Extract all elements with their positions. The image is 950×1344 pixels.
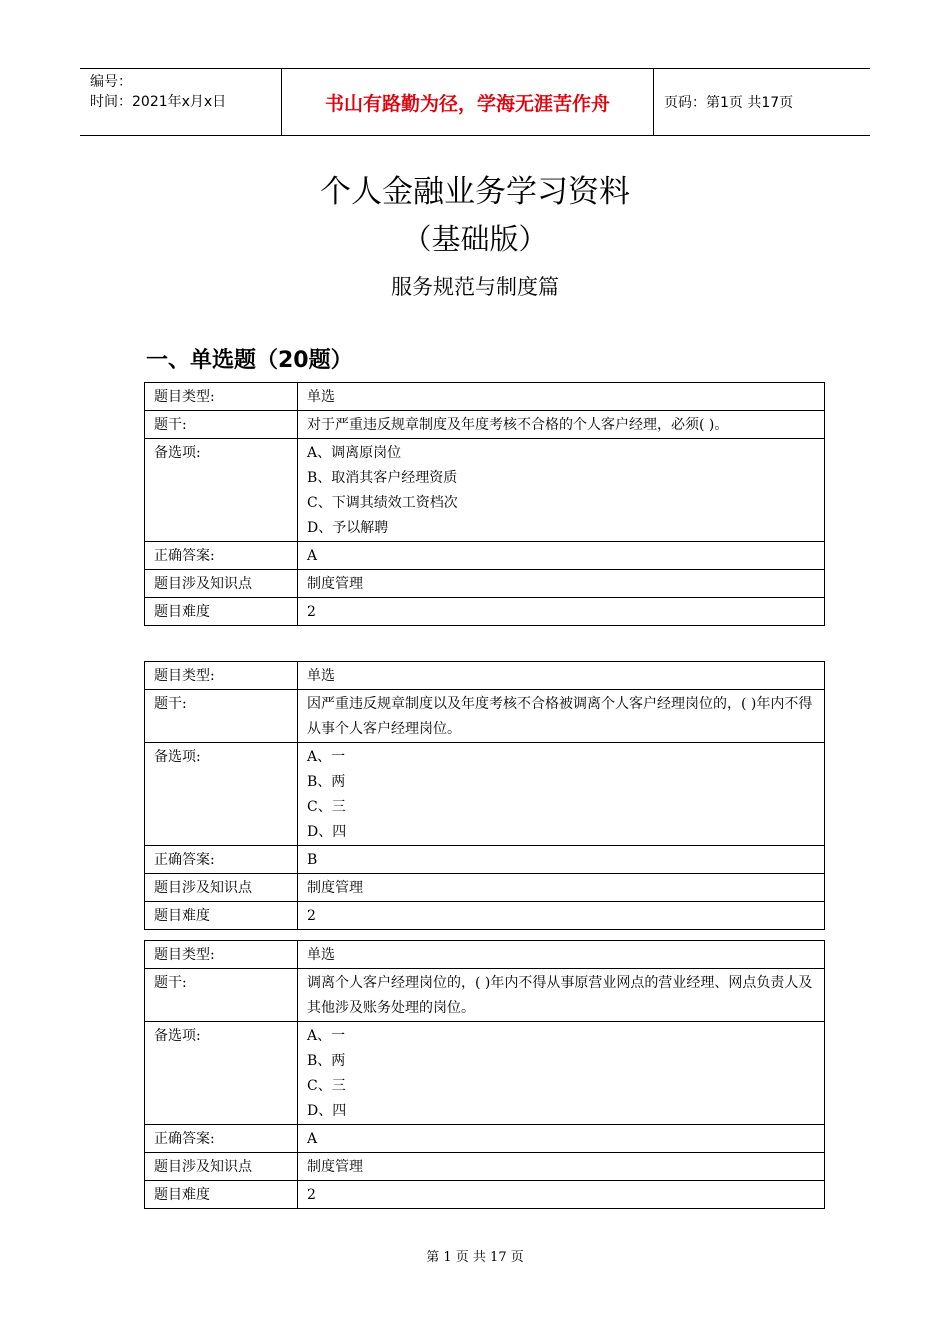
document-number-label: 编号：: [90, 74, 132, 90]
knowledge-label: 题目涉及知识点: [145, 570, 298, 598]
question-options-row: [145, 439, 825, 542]
type-value: 单选: [298, 662, 825, 690]
knowledge-label: 题目涉及知识点: [145, 1153, 298, 1181]
answer-value: B: [298, 846, 825, 874]
difficulty-label: 题目难度: [145, 598, 298, 626]
question-options-row: [145, 1022, 825, 1125]
stem-label: 题干:: [145, 411, 298, 439]
document-time-label: 时间：2021年x月x日: [90, 94, 227, 110]
question-answer-row: [145, 542, 825, 570]
type-value: 单选: [298, 383, 825, 411]
options-list: [298, 743, 825, 846]
question-difficulty-row: [145, 902, 825, 930]
stem-label: 题干:: [145, 969, 298, 1022]
option-item: D、四: [307, 1103, 347, 1119]
knowledge-value: 制度管理: [298, 570, 825, 598]
option-item: D、四: [307, 824, 347, 840]
stem-value: 对于严重违反规章制度及年度考核不合格的个人客户经理，必须( )。: [298, 411, 825, 439]
question-options-row: [145, 743, 825, 846]
option-item: A、一: [307, 749, 346, 765]
answer-label: 正确答案:: [145, 846, 298, 874]
option-item: B、两: [307, 1053, 346, 1069]
answer-value: A: [298, 542, 825, 570]
options-list: [298, 1022, 825, 1125]
options-label: 备选项:: [145, 743, 298, 846]
type-label: 题目类型:: [145, 383, 298, 411]
question-stem-row: [145, 411, 825, 439]
option-item: A、一: [307, 1028, 346, 1044]
difficulty-value: 2: [298, 1181, 825, 1209]
header-meta: [80, 69, 281, 135]
stem-value: 调离个人客户经理岗位的，( )年内不得从事原营业网点的营业经理、网点负责人及其他涉及账务处理的岗位。: [298, 969, 825, 1022]
document-subtitle: （基础版）: [402, 222, 548, 256]
page-header: [80, 68, 870, 136]
knowledge-value: 制度管理: [298, 1153, 825, 1181]
difficulty-label: 题目难度: [145, 1181, 298, 1209]
question-knowledge-row: [145, 1153, 825, 1181]
option-item: A、调离原岗位: [307, 445, 402, 461]
option-item: C、三: [307, 1078, 346, 1094]
question-table: [144, 940, 825, 1209]
answer-label: 正确答案:: [145, 542, 298, 570]
stem-label: 题干:: [145, 690, 298, 743]
option-item: B、两: [307, 774, 346, 790]
options-label: 备选项:: [145, 439, 298, 542]
type-label: 题目类型:: [145, 941, 298, 969]
knowledge-label: 题目涉及知识点: [145, 874, 298, 902]
question-knowledge-row: [145, 570, 825, 598]
section-heading: 一、单选题（20题）: [146, 348, 353, 373]
stem-value: 因严重违反规章制度以及年度考核不合格被调离个人客户经理岗位的，( )年内不得从事个人客户经理岗位。: [298, 690, 825, 743]
question-type-row: [145, 383, 825, 411]
knowledge-value: 制度管理: [298, 874, 825, 902]
question-difficulty-row: [145, 598, 825, 626]
difficulty-value: 2: [298, 598, 825, 626]
options-list: [298, 439, 825, 542]
answer-value: A: [298, 1125, 825, 1153]
header-motto: 书山有路勤为径，学海无涯苦作舟: [281, 69, 654, 135]
page-footer: 第 1 页 共 17 页: [426, 1250, 524, 1265]
question-answer-row: [145, 1125, 825, 1153]
type-label: 题目类型:: [145, 662, 298, 690]
options-label: 备选项:: [145, 1022, 298, 1125]
question-difficulty-row: [145, 1181, 825, 1209]
question-type-row: [145, 941, 825, 969]
question-table: [144, 382, 825, 626]
question-knowledge-row: [145, 874, 825, 902]
answer-label: 正确答案:: [145, 1125, 298, 1153]
chapter-title: 服务规范与制度篇: [391, 275, 559, 299]
option-item: C、三: [307, 799, 346, 815]
type-value: 单选: [298, 941, 825, 969]
question-answer-row: [145, 846, 825, 874]
option-item: D、予以解聘: [307, 520, 389, 536]
option-item: B、取消其客户经理资质: [307, 470, 458, 486]
question-stem-row: [145, 969, 825, 1022]
question-table: [144, 661, 825, 930]
document-title: 个人金融业务学习资料: [320, 174, 630, 210]
option-item: C、下调其绩效工资档次: [307, 495, 458, 511]
header-page-info: 页码：第1页 共17页: [664, 95, 794, 111]
difficulty-label: 题目难度: [145, 902, 298, 930]
difficulty-value: 2: [298, 902, 825, 930]
question-stem-row: [145, 690, 825, 743]
question-type-row: [145, 662, 825, 690]
